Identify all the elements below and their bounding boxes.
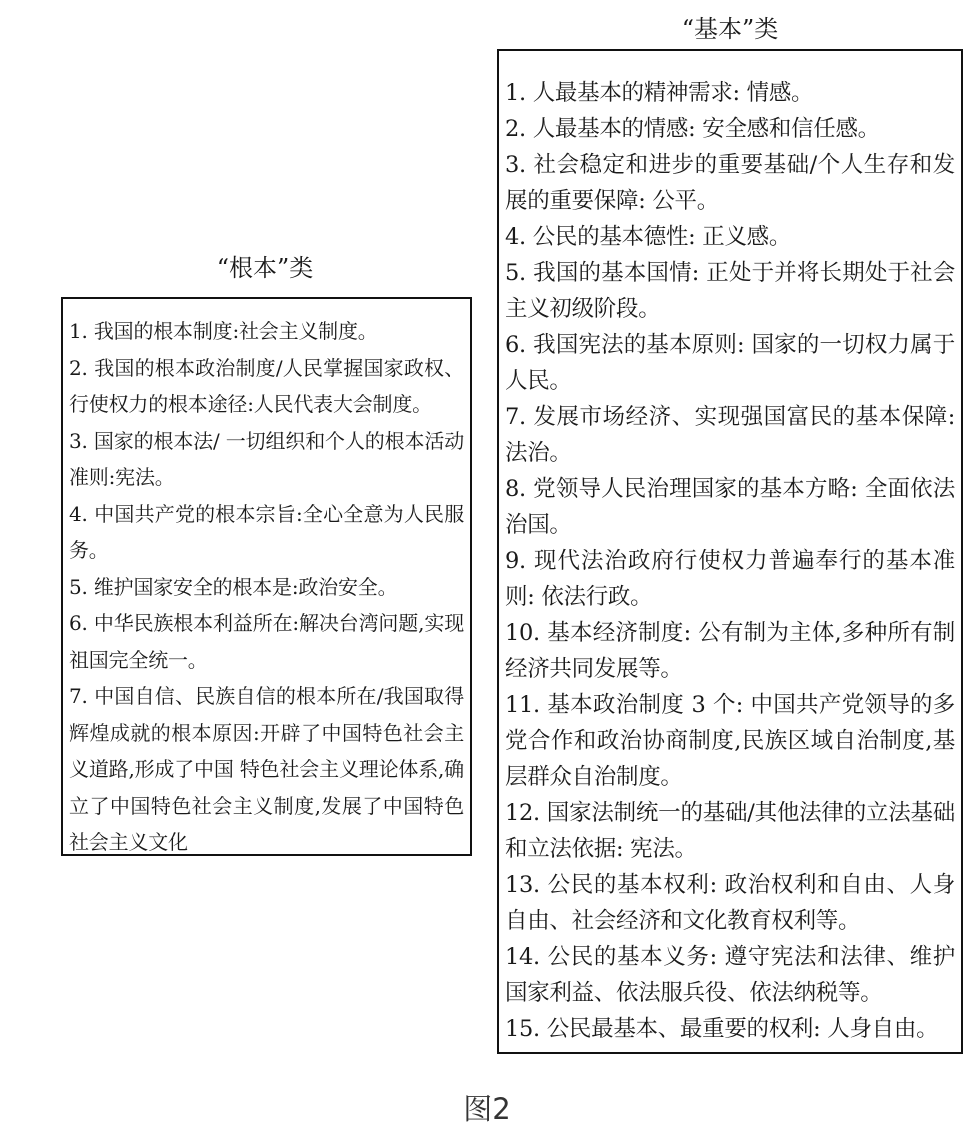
list-item: 7. 中国自信、民族自信的根本所在/我国取得辉煌成就的根本原因:开辟了中国特色社会主义道路,形成了中国 特色社会主义理论体系,确立了中国特色社会主义制度,发展了中国特色社会主义文化 xyxy=(69,684,464,854)
list-item: 6. 中华民族根本利益所在:解决台湾问题,实现祖国完全统一。 xyxy=(69,611,464,672)
list-item: 2. 人最基本的情感: 安全感和信任感。 xyxy=(505,116,880,142)
list-item: 9. 现代法治政府行使权力普遍奉行的基本准则: 依法行政。 xyxy=(505,548,955,610)
list-item: 5. 我国的基本国情: 正处于并将长期处于社会主义初级阶段。 xyxy=(505,260,955,322)
list-item: 3. 国家的根本法/ 一切组织和个人的根本活动准则:宪法。 xyxy=(69,428,464,489)
list-item: 11. 基本政治制度 3 个: 中国共产党领导的多党合作和政治协商制度,民族区域自治制度,基层群众自治制度。 xyxy=(505,692,955,790)
list-item: 7. 发展市场经济、实现强国富民的基本保障: 法治。 xyxy=(505,404,955,466)
basic-section-list xyxy=(505,75,955,1047)
root-section-title: “根本”类 xyxy=(216,254,314,282)
list-item: 2. 我国的根本政治制度/人民掌握国家政权、行使权力的根本途径:人民代表大会制度。 xyxy=(69,355,464,416)
list-item: 13. 公民的基本权利: 政治权利和自由、人身自由、社会经济和文化教育权利等。 xyxy=(505,872,955,934)
list-item: 14. 公民的基本义务: 遵守宪法和法律、维护国家利益、依法服兵役、依法纳税等。 xyxy=(505,944,955,1006)
list-item: 4. 中国共产党的根本宗旨:全心全意为人民服务。 xyxy=(69,501,464,562)
list-item: 12. 国家法制统一的基础/其他法律的立法基础和立法依据: 宪法。 xyxy=(505,800,955,862)
list-item: 3. 社会稳定和进步的重要基础/个人生存和发展的重要保障: 公平。 xyxy=(505,152,955,214)
list-item: 8. 党领导人民治理国家的基本方略: 全面依法治国。 xyxy=(505,476,955,538)
basic-section-title: “基本”类 xyxy=(681,15,779,43)
list-item: 5. 维护国家安全的根本是:政治安全。 xyxy=(69,574,398,599)
list-item: 15. 公民最基本、最重要的权利: 人身自由。 xyxy=(505,1016,939,1042)
list-item: 1. 人最基本的精神需求: 情感。 xyxy=(505,80,814,106)
list-item: 1. 我国的根本制度:社会主义制度。 xyxy=(69,319,378,343)
list-item: 10. 基本经济制度: 公有制为主体,多种所有制经济共同发展等。 xyxy=(505,620,955,682)
figure-caption: 图2 xyxy=(463,1092,511,1126)
root-section-box xyxy=(61,297,472,856)
list-item: 6. 我国宪法的基本原则: 国家的一切权力属于人民。 xyxy=(505,332,955,394)
root-section-list xyxy=(69,313,464,861)
basic-section-box xyxy=(497,49,963,1054)
list-item: 4. 公民的基本德性: 正义感。 xyxy=(505,224,792,250)
